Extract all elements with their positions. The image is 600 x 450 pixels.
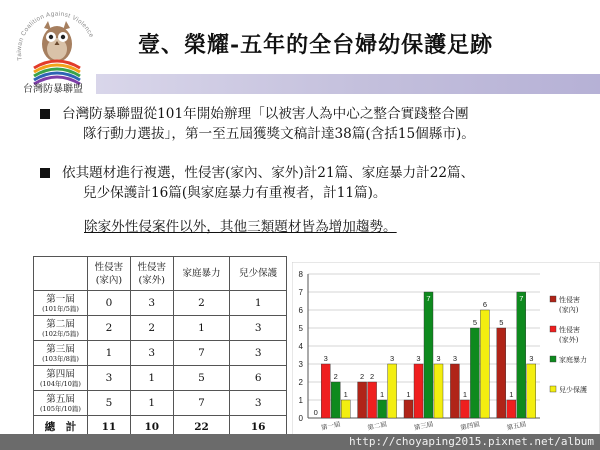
- awards-table: [33, 256, 287, 438]
- chart-bar: [321, 364, 330, 418]
- table-cell: 1: [88, 341, 131, 366]
- table-row: [34, 366, 287, 391]
- chart-bar: [368, 382, 377, 418]
- bar-data-label: 1: [509, 390, 514, 399]
- row-sublabel: (102年/5篇): [42, 329, 79, 338]
- column-header: 性侵害 (家外): [130, 257, 173, 291]
- bullet-line: 兒少保護計16篇(與家庭暴力有重複者，計11篇)。: [83, 185, 387, 201]
- table-cell: 7: [173, 391, 230, 416]
- table-cell: 3: [88, 366, 131, 391]
- chart-bar: [470, 328, 479, 418]
- bar-data-label: 2: [360, 372, 365, 381]
- row-header: [34, 291, 88, 316]
- total-cell: 11: [88, 416, 131, 438]
- legend-label: 性侵害(家內): [559, 296, 580, 314]
- bar-data-label: 3: [323, 354, 328, 363]
- chart-bar: [414, 364, 423, 418]
- table-cell: 2: [88, 316, 131, 341]
- trend-highlight: 除家外性侵案件以外，其他三類題材皆為增加趨勢。: [84, 219, 397, 235]
- row-label: 第二屆: [46, 318, 75, 330]
- logo-ring-text: Taiwan Coalition Against Violence: [15, 10, 95, 61]
- bar-data-label: 1: [380, 390, 385, 399]
- bar-data-label: 5: [472, 318, 477, 327]
- table-cell: 1: [230, 291, 287, 316]
- chart-bar: [460, 400, 469, 418]
- bar-data-label: 2: [370, 372, 375, 381]
- legend-label: 兒少保護: [559, 386, 587, 394]
- table-cell: 0: [88, 291, 131, 316]
- bullet-line: 台灣防暴聯盟從101年開始辦理「以被害人為中心之整合實踐整合團: [62, 106, 469, 122]
- table-row: [34, 341, 287, 366]
- table-cell: 5: [173, 366, 230, 391]
- slide-title: 壹、榮耀-五年的全台婦幼保護足跡: [138, 32, 494, 58]
- table-cell: 1: [173, 316, 230, 341]
- table-cell: 6: [230, 366, 287, 391]
- album-url: http://choyaping2015.pixnet.net/album: [348, 435, 594, 448]
- header-band: [96, 74, 600, 94]
- y-tick-label: 2: [298, 378, 303, 387]
- row-sublabel: (104年/10篇): [40, 379, 81, 388]
- row-header: [34, 391, 88, 416]
- x-tick-label: 第四屆: [459, 420, 481, 432]
- chart-bar: [527, 364, 536, 418]
- total-cell: 22: [173, 416, 230, 438]
- y-tick-label: 5: [298, 324, 303, 333]
- column-header: 性侵害 (家內): [88, 257, 131, 291]
- table-cell: 1: [130, 366, 173, 391]
- legend-label: 家庭暴力: [559, 356, 587, 364]
- row-label: 第一屆: [46, 293, 75, 305]
- column-header: 家庭暴力: [173, 257, 230, 291]
- row-header: [34, 366, 88, 391]
- table-cell: 3: [230, 316, 287, 341]
- bullet-line: 隊行動力選拔」，第一至五屆獲獎文稿計達38篇(含括15個縣市)。: [83, 126, 475, 142]
- chart-bar: [341, 400, 350, 418]
- chart-bar: [497, 328, 506, 418]
- bullet-square-icon: [40, 109, 50, 119]
- column-header: 兒少保護: [230, 257, 287, 291]
- y-tick-label: 1: [298, 396, 303, 405]
- x-tick-label: 第三屆: [413, 420, 434, 432]
- bar-data-label: 6: [482, 300, 487, 309]
- bar-data-label: 1: [343, 390, 348, 399]
- table-row: [34, 391, 287, 416]
- y-tick-label: 7: [298, 288, 303, 297]
- chart-bar: [424, 292, 433, 418]
- table-cell: 3: [130, 291, 173, 316]
- y-tick-label: 4: [298, 342, 303, 351]
- bullet-line: 依其題材進行複選，性侵害(家內、家外)計21篇、家庭暴力計22篇、: [62, 165, 475, 181]
- bar-data-label: 7: [519, 294, 524, 303]
- table-cell: 7: [173, 341, 230, 366]
- logo-caption: 台灣防暴聯盟: [23, 84, 83, 95]
- table-cell: 3: [130, 341, 173, 366]
- legend-swatch: [550, 326, 556, 332]
- table-cell: 1: [130, 391, 173, 416]
- x-tick-label: 第五屆: [506, 420, 527, 432]
- table-corner-cell: [34, 257, 88, 291]
- bar-data-label: 7: [426, 294, 431, 303]
- row-sublabel: (103年/8篇): [42, 354, 79, 363]
- table-cell: 3: [230, 341, 287, 366]
- chart-bar: [434, 364, 443, 418]
- bullet-topic-breakdown: [40, 163, 592, 203]
- bar-data-label: 2: [333, 372, 338, 381]
- table-cell: 3: [230, 391, 287, 416]
- row-header: [34, 341, 88, 366]
- row-label: 第五屆: [46, 393, 75, 405]
- y-tick-label: 3: [298, 360, 303, 369]
- legend-label: 性侵害(家外): [559, 326, 580, 344]
- bar-data-label: 3: [390, 354, 395, 363]
- total-label: 總 計: [34, 416, 88, 438]
- total-cell: 16: [230, 416, 287, 438]
- row-header: [34, 316, 88, 341]
- y-tick-label: 0: [298, 414, 303, 423]
- awards-bar-chart: [292, 262, 600, 450]
- row-sublabel: (101年/5篇): [42, 304, 79, 313]
- chart-bar: [378, 400, 387, 418]
- chart-bar: [404, 400, 413, 418]
- row-sublabel: (105年/10篇): [40, 404, 81, 413]
- y-tick-label: 6: [298, 306, 303, 315]
- y-tick-label: 8: [298, 270, 303, 279]
- bullet-award-summary: [40, 104, 592, 144]
- bar-data-label: 3: [452, 354, 457, 363]
- legend-swatch: [550, 296, 556, 302]
- table-cell: 5: [88, 391, 131, 416]
- bullet-square-icon: [40, 168, 50, 178]
- chart-bar: [450, 364, 459, 418]
- chart-bar: [331, 382, 340, 418]
- x-tick-label: 第二屆: [366, 420, 388, 432]
- x-tick-label: 第一屆: [320, 420, 342, 432]
- legend-swatch: [550, 356, 556, 362]
- table-cell: 2: [173, 291, 230, 316]
- bar-data-label: 1: [462, 390, 467, 399]
- chart-bar: [388, 364, 397, 418]
- table-row: [34, 316, 287, 341]
- table-row: [34, 291, 287, 316]
- bar-data-label: 3: [416, 354, 421, 363]
- bar-data-label: 3: [529, 354, 534, 363]
- row-label: 第四屆: [46, 368, 75, 380]
- legend-swatch: [550, 386, 556, 392]
- bar-data-label: 3: [436, 354, 441, 363]
- chart-bar: [507, 400, 516, 418]
- chart-bar: [358, 382, 367, 418]
- table-header-row: [34, 257, 287, 291]
- row-label: 第三屆: [46, 343, 75, 355]
- chart-bar: [480, 310, 489, 418]
- table-cell: 2: [130, 316, 173, 341]
- bar-data-label: 1: [406, 390, 411, 399]
- bar-data-label: 0: [313, 408, 318, 417]
- footer-band: [0, 434, 600, 450]
- chart-bar: [517, 292, 526, 418]
- total-cell: 10: [130, 416, 173, 438]
- bar-data-label: 5: [499, 318, 504, 327]
